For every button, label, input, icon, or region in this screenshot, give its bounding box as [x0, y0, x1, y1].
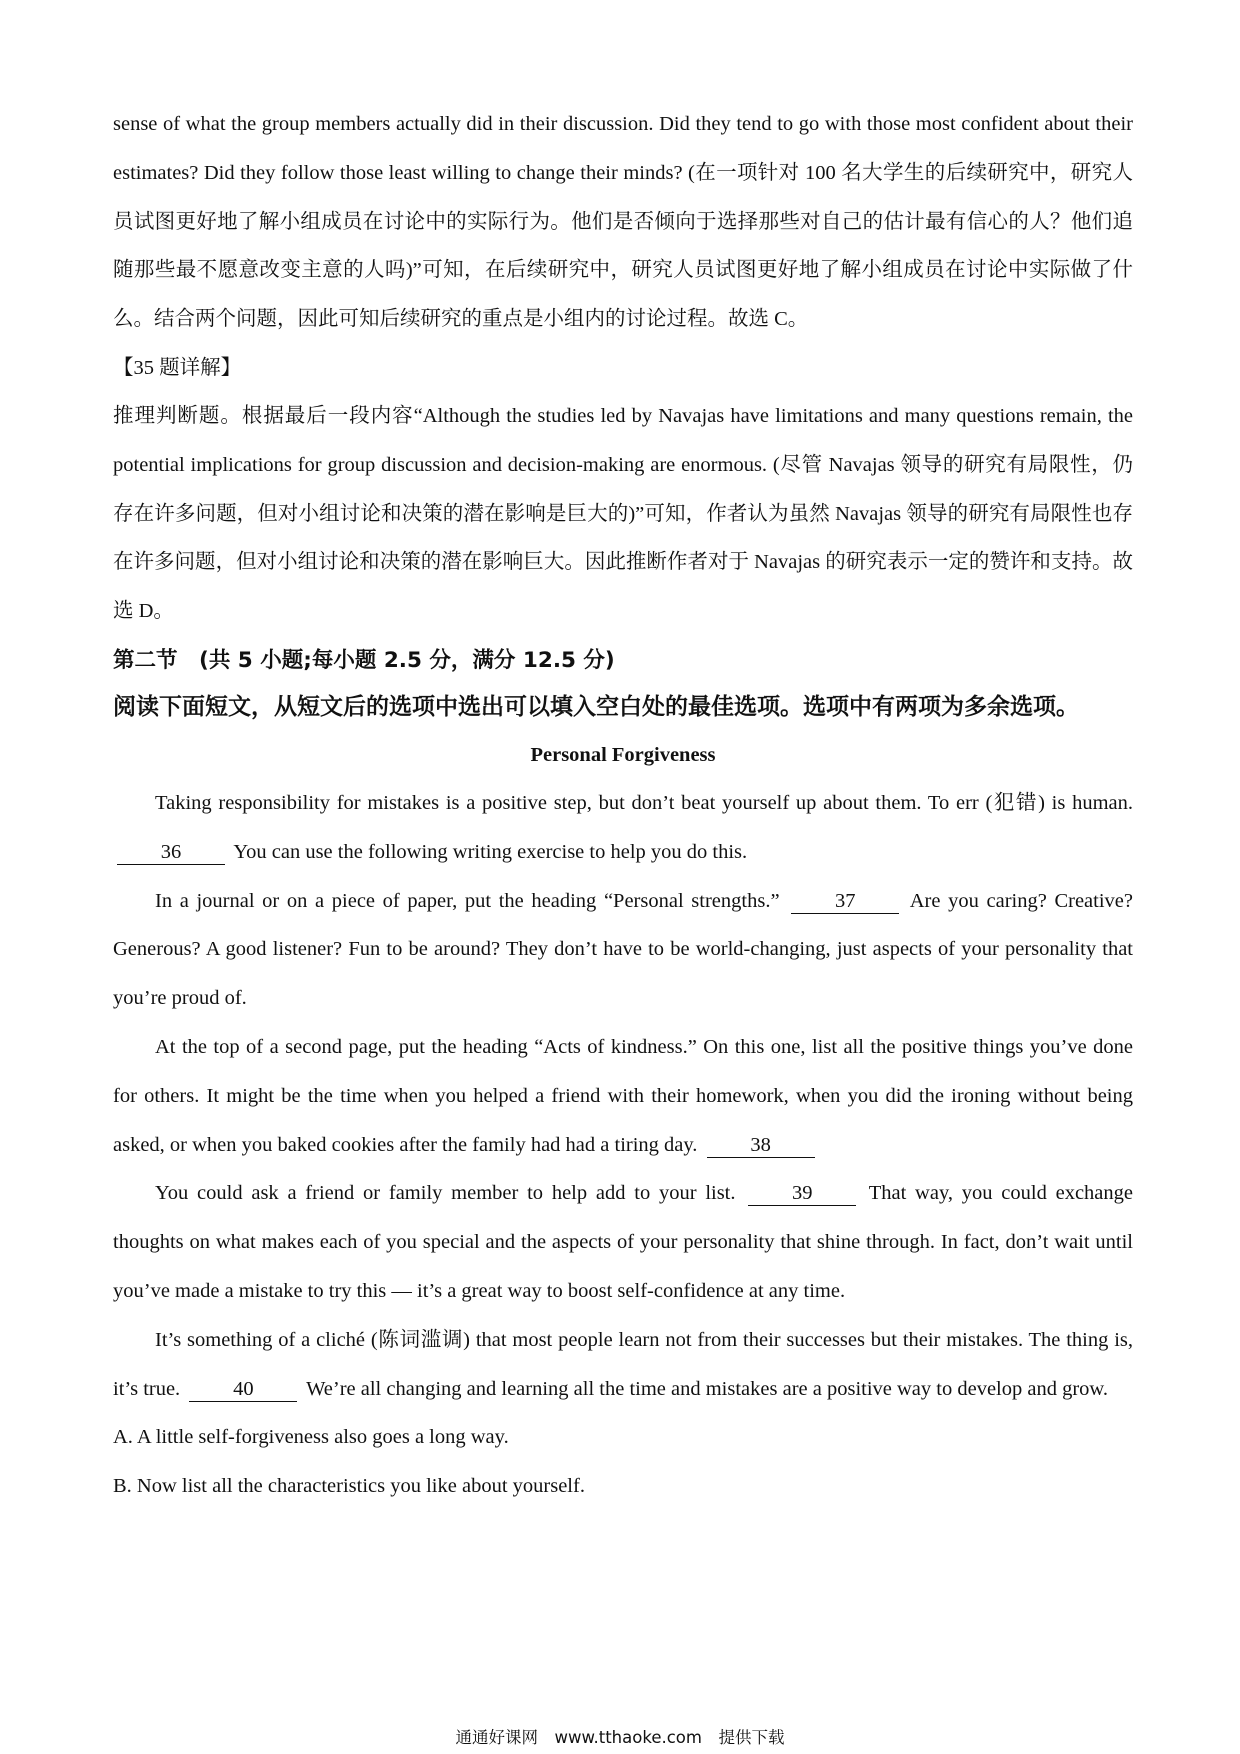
paragraph-1-text-b: You can use the following writing exercise to help you do this. [233, 840, 748, 863]
paragraph-3-text-a: At the top of a second page, put the heading “Acts of kindness.” On this one, list all the positive things you’ve done for others. It might be the time when you helped a friend with their homework, when you did the ironing without being asked, or when you baked cookies after the family had had a tiring day. [113, 1035, 1133, 1156]
paragraph-5-text-a: It’s something of a cliché (陈词滥调) that most people learn not from their successes but their mistakes. The thing is, it’s true. [113, 1328, 1133, 1400]
blank-39: 39 [748, 1181, 856, 1206]
passage-paragraph-4 [113, 1169, 1133, 1315]
paragraph-5-text-b: We’re all changing and learning all the time and mistakes are a positive way to develop and grow. [306, 1377, 1109, 1400]
passage-paragraph-5 [113, 1316, 1133, 1414]
paragraph-1-text-a: Taking responsibility for mistakes is a positive step, but don’t beat yourself up about them. To err (犯错) is human. [155, 791, 1133, 814]
passage-title: Personal Forgiveness [530, 743, 716, 766]
page-footer: 通通好课网 www.tthaoke.com 提供下载 [455, 1728, 785, 1747]
paragraph-2-text-a: In a journal or on a piece of paper, put the heading “Personal strengths.” [155, 889, 780, 912]
option-a: A. A little self-forgiveness also goes a long way. [113, 1426, 509, 1449]
paragraph-2-text-b: Are you caring? Creative? Generous? A good listener? Fun to be around? They don’t have to be world-changing, just aspects of your personality that you’re proud of. [113, 889, 1133, 1010]
blank-37: 37 [791, 889, 899, 914]
option-b: B. Now list all the characteristics you like about yourself. [113, 1475, 585, 1498]
passage-paragraph-1 [113, 779, 1133, 877]
page-content [113, 100, 1133, 1511]
section-2-instruction: 阅读下面短文，从短文后的选项中选出可以填入空白处的最佳选项。选项中有两项为多余选项。 [113, 693, 1079, 720]
analysis-35-heading: 【35 题详解】 [113, 356, 242, 379]
paragraph-4-text-b: That way, you could exchange thoughts on what makes each of you special and the aspects of your personality that shine through. In fact, don’t wait until you’ve made a mistake to try this — it’s a great way to boost self-confidence at any time. [113, 1182, 1133, 1302]
paragraph-4-text-a: You could ask a friend or family member to help add to your list. [155, 1182, 736, 1205]
passage-paragraph-3 [113, 1023, 1133, 1169]
passage-paragraph-2 [113, 877, 1133, 1023]
blank-40: 40 [189, 1377, 297, 1402]
blank-36: 36 [117, 840, 225, 865]
analysis-35-text: 推理判断题。根据最后一段内容“Although the studies led by Navajas have limitations and many questions remain, the potential implications for group discussion and decision-making are enormous. (尽管 Navajas 领导的研究有局限性，仍存在许多问题，但对小组讨论和决策的潜在影响是巨大的)”可知，作者认为虽然 Navajas 领导的研究有局限性也存在许多问题，但对小组讨论和决策的潜在影响巨大。因此推断作者对于 Navajas 的研究表示一定的赞许和支持。故选 D。 [113, 404, 1133, 623]
blank-38: 38 [707, 1133, 815, 1158]
section-2-title: 第二节 (共 5 小题;每小题 2.5 分，满分 12.5 分) [113, 647, 615, 673]
analysis-34-tail: sense of what the group members actually did in their discussion. Did they tend to go with those most confident about their estimates? Did they follow those least willing to change their minds? (在一项针对 100 名大学生的后续研究中，研究人员试图更好地了解小组成员在讨论中的实际行为。他们是否倾向于选择那些对自己的估计最有信心的人？他们追随那些最不愿意改变主意的人吗)”可知，在后续研究中，研究人员试图更好地了解小组成员在讨论中实际做了什么。结合两个问题，因此可知后续研究的重点是小组内的讨论过程。故选 C。 [113, 113, 1133, 331]
